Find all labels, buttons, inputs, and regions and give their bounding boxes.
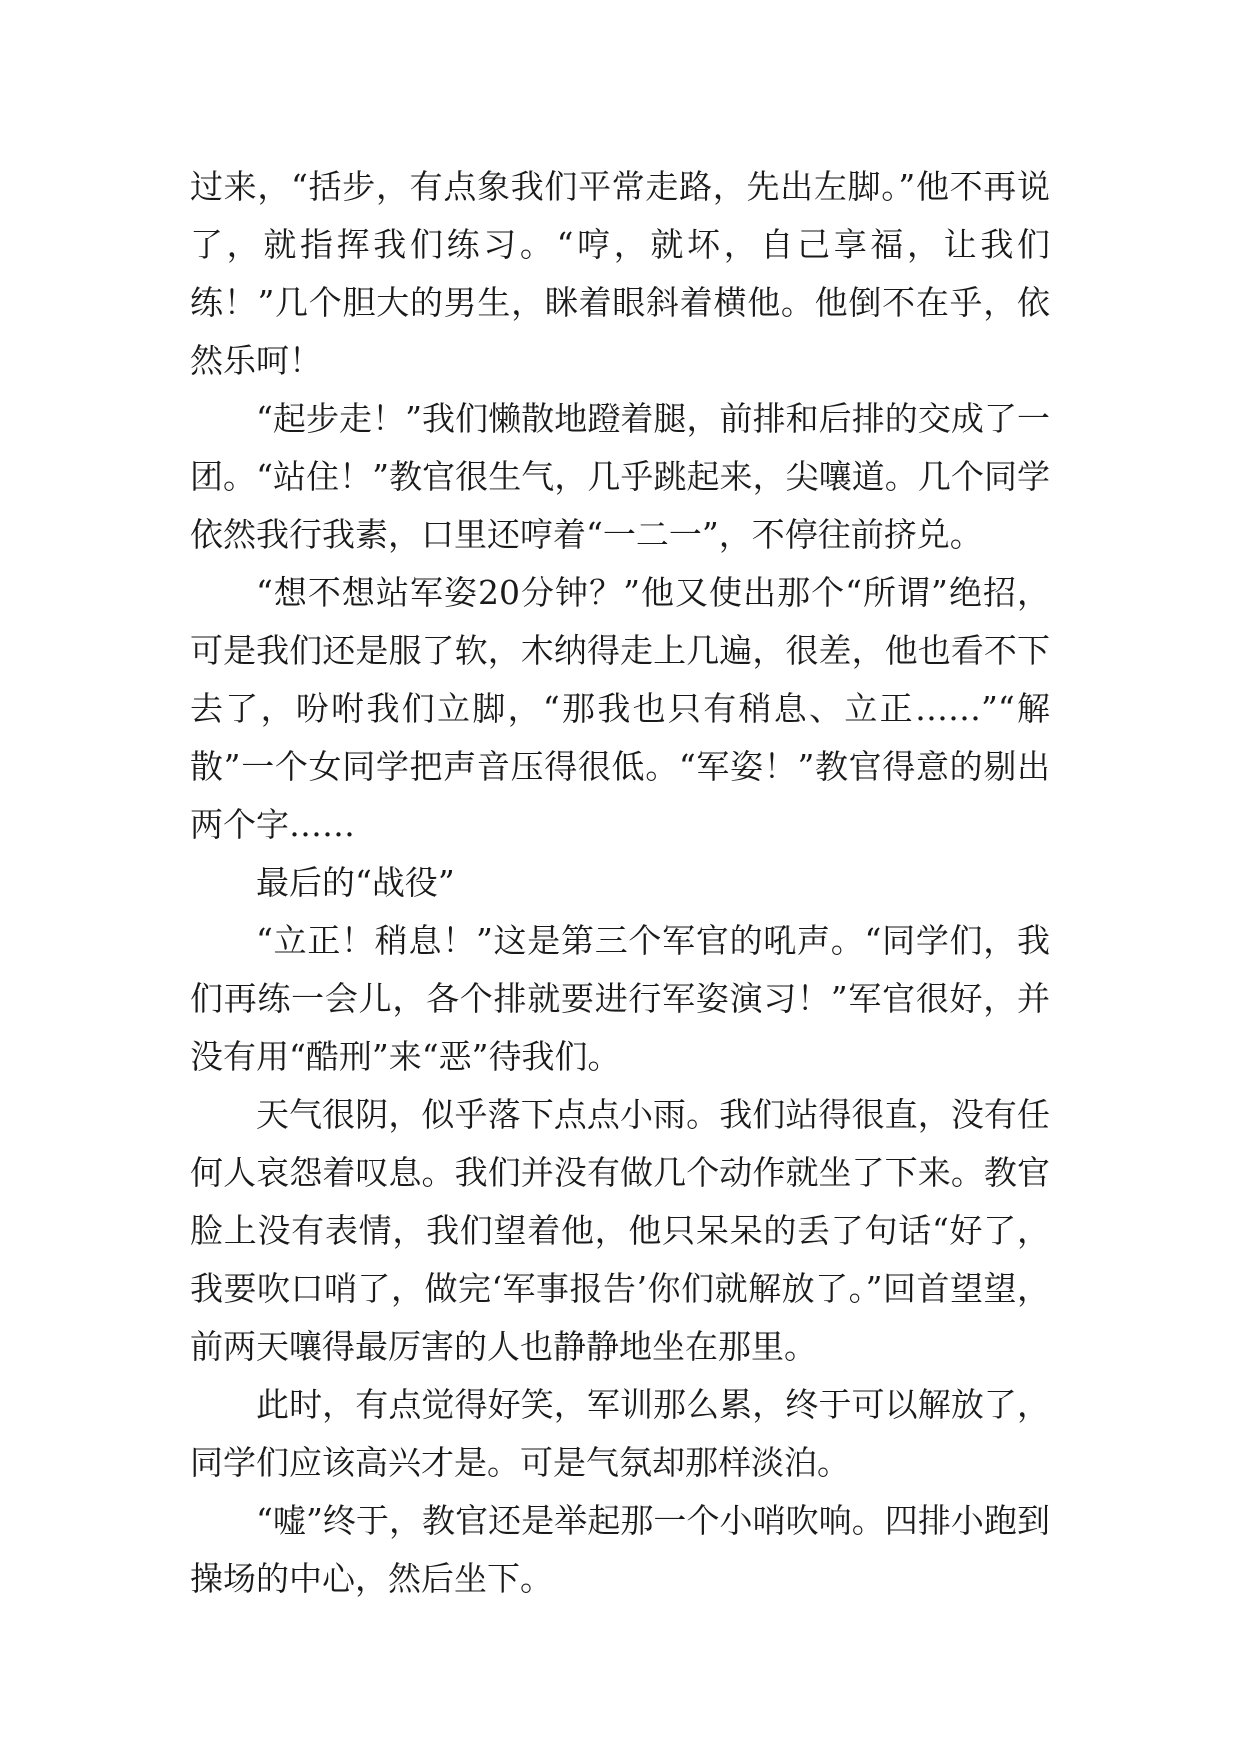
paragraph-7: 此时，有点觉得好笑，军训那么累，终于可以解放了，同学们应该高兴才是。可是气氛却那样淡泊。	[190, 1385, 1050, 1482]
paragraph-2: “起步走！”我们懒散地蹬着腿，前排和后排的交成了一团。“站住！”教官很生气，几乎跳起来，尖嚷道。几个同学依然我行我素，口里还哼着“一二一”，不停往前挤兑。	[190, 399, 1050, 554]
paragraph-6: 天气很阴，似乎落下点点小雨。我们站得很直，没有任何人哀怨着叹息。我们并没有做几个动作就坐了下来。教官脸上没有表情，我们望着他，他只呆呆的丢了句话“好了，我要吹口哨了，做完‘军事报告’你们就解放了。”回首望望，前两天嚷得最厉害的人也静静地坐在那里。	[190, 1095, 1050, 1366]
paragraph-5: “立正！稍息！”这是第三个军官的吼声。“同学们，我们再练一会儿，各个排就要进行军姿演习！”军官很好，并没有用“酷刑”来“恶”待我们。	[190, 921, 1050, 1076]
paragraph-3: “想不想站军姿20分钟？”他又使出那个“所谓”绝招，可是我们还是服了软，木纳得走上几遍，很差，他也看不下去了，吩咐我们立脚，“那我也只有稍息、立正……”“解散”一个女同学把声音压得很低。“军姿！”教官得意的剔出两个字……	[190, 573, 1050, 844]
paragraph-1: 过来，“括步，有点象我们平常走路，先出左脚。”他不再说了，就指挥我们练习。“哼，就坏，自己享福，让我们练！”几个胆大的男生，眯着眼斜着横他。他倒不在乎，依然乐呵！	[190, 167, 1050, 380]
section-heading: 最后的“战役”	[256, 863, 455, 902]
document-body	[190, 158, 1050, 1608]
paragraph-8: “嘘”终于，教官还是举起那一个小哨吹响。四排小跑到操场的中心，然后坐下。	[190, 1501, 1050, 1598]
